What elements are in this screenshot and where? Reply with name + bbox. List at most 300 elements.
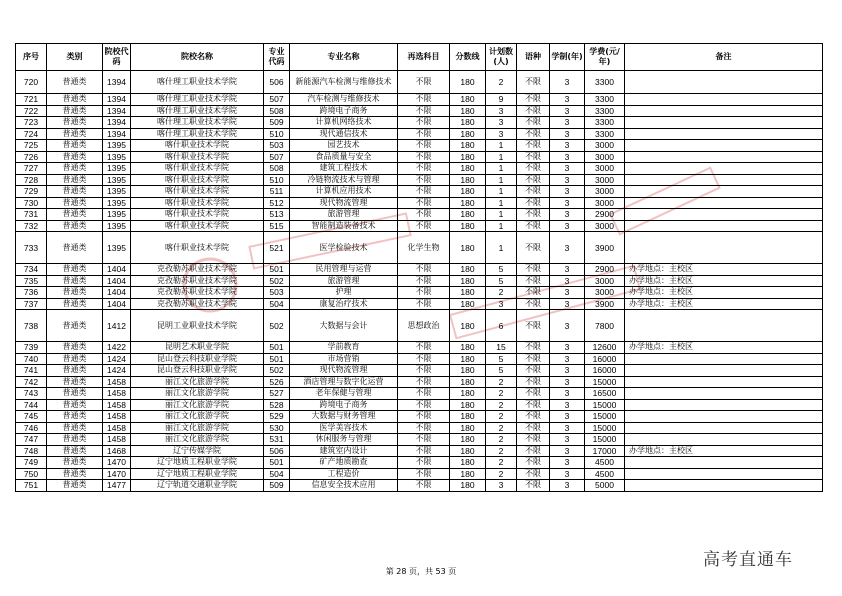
- cell-mc: 510: [264, 174, 290, 186]
- cell-mn: 民用管理与运营: [290, 264, 398, 276]
- cell-cat: 普通类: [47, 128, 103, 140]
- cell-score: 180: [450, 422, 486, 434]
- cell-sn: 喀什职业技术学院: [131, 232, 264, 264]
- cell-sub: 不限: [398, 457, 450, 469]
- cell-sn: 喀什职业技术学院: [131, 174, 264, 186]
- cell-sn: 昆山登云科技职业学院: [131, 353, 264, 365]
- cell-sub: 不限: [398, 275, 450, 287]
- cell-seq: 722: [16, 105, 47, 117]
- cell-cat: 普通类: [47, 71, 103, 94]
- cell-mc: 501: [264, 457, 290, 469]
- admission-table: [15, 43, 823, 492]
- cell-note: [625, 399, 823, 411]
- cell-note: [625, 140, 823, 152]
- table-body: [16, 71, 823, 492]
- cell-sn: 喀什职业技术学院: [131, 151, 264, 163]
- cell-lang: 不限: [517, 411, 550, 423]
- cell-note: 办学地点：主校区: [625, 264, 823, 276]
- cell-cat: 普通类: [47, 232, 103, 264]
- cell-fee: 3900: [585, 232, 625, 264]
- cell-lang: 不限: [517, 140, 550, 152]
- cell-sn: 辽宁地质工程职业学院: [131, 468, 264, 480]
- cell-score: 180: [450, 287, 486, 299]
- cell-mn: 跨境电子商务: [290, 105, 398, 117]
- cell-score: 180: [450, 174, 486, 186]
- cell-sub: 不限: [398, 298, 450, 310]
- cell-sub: 不限: [398, 353, 450, 365]
- cell-sc: 1458: [103, 399, 131, 411]
- cell-lang: 不限: [517, 445, 550, 457]
- table-header-row: [16, 44, 823, 71]
- cell-mc: 509: [264, 480, 290, 492]
- cell-yrs: 3: [550, 310, 585, 342]
- table-row: [16, 117, 823, 129]
- cell-note: [625, 105, 823, 117]
- cell-sc: 1395: [103, 197, 131, 209]
- cell-fee: 3300: [585, 71, 625, 94]
- cell-sub: 不限: [398, 445, 450, 457]
- cell-sc: 1412: [103, 310, 131, 342]
- cell-cat: 普通类: [47, 376, 103, 388]
- cell-score: 180: [450, 117, 486, 129]
- cell-score: 180: [450, 105, 486, 117]
- table-row: [16, 445, 823, 457]
- cell-plan: 3: [486, 480, 517, 492]
- cell-sc: 1394: [103, 105, 131, 117]
- cell-yrs: 3: [550, 232, 585, 264]
- cell-sub: 不限: [398, 140, 450, 152]
- cell-plan: 3: [486, 298, 517, 310]
- cell-score: 180: [450, 376, 486, 388]
- cell-cat: 普通类: [47, 365, 103, 377]
- cell-sc: 1470: [103, 468, 131, 480]
- cell-yrs: 3: [550, 422, 585, 434]
- cell-yrs: 3: [550, 174, 585, 186]
- cell-fee: 3000: [585, 275, 625, 287]
- cell-seq: 740: [16, 353, 47, 365]
- cell-note: [625, 197, 823, 209]
- cell-seq: 726: [16, 151, 47, 163]
- cell-cat: 普通类: [47, 388, 103, 400]
- cell-sub: 不限: [398, 434, 450, 446]
- table-row: [16, 287, 823, 299]
- cell-cat: 普通类: [47, 105, 103, 117]
- cell-fee: 3000: [585, 151, 625, 163]
- cell-score: 180: [450, 399, 486, 411]
- cell-lang: 不限: [517, 128, 550, 140]
- cell-plan: 1: [486, 209, 517, 221]
- cell-note: 办学地点：主校区: [625, 287, 823, 299]
- cell-fee: 3300: [585, 117, 625, 129]
- cell-sn: 昆山登云科技职业学院: [131, 365, 264, 377]
- table-row: [16, 140, 823, 152]
- cell-cat: 普通类: [47, 353, 103, 365]
- cell-fee: 4500: [585, 468, 625, 480]
- cell-mc: 530: [264, 422, 290, 434]
- table-row: [16, 422, 823, 434]
- cell-lang: 不限: [517, 480, 550, 492]
- cell-mn: 现代物流管理: [290, 197, 398, 209]
- cell-seq: 723: [16, 117, 47, 129]
- cell-mc: 515: [264, 220, 290, 232]
- cell-sc: 1395: [103, 186, 131, 198]
- cell-score: 180: [450, 457, 486, 469]
- table-row: [16, 220, 823, 232]
- cell-lang: 不限: [517, 275, 550, 287]
- cell-sn: 喀什职业技术学院: [131, 197, 264, 209]
- cell-sc: 1404: [103, 275, 131, 287]
- cell-mn: 计算机网络技术: [290, 117, 398, 129]
- cell-seq: 737: [16, 298, 47, 310]
- cell-lang: 不限: [517, 434, 550, 446]
- cell-sn: 丽江文化旅游学院: [131, 399, 264, 411]
- table-row: [16, 399, 823, 411]
- cell-cat: 普通类: [47, 445, 103, 457]
- cell-lang: 不限: [517, 209, 550, 221]
- cell-seq: 745: [16, 411, 47, 423]
- cell-plan: 2: [486, 287, 517, 299]
- cell-plan: 2: [486, 422, 517, 434]
- cell-note: [625, 388, 823, 400]
- cell-mn: 康复治疗技术: [290, 298, 398, 310]
- cell-mc: 521: [264, 232, 290, 264]
- header-years: 学制(年): [550, 44, 585, 71]
- cell-yrs: 3: [550, 411, 585, 423]
- table-row: [16, 94, 823, 106]
- cell-score: 180: [450, 365, 486, 377]
- cell-yrs: 3: [550, 71, 585, 94]
- cell-mn: 计算机应用技术: [290, 186, 398, 198]
- cell-seq: 738: [16, 310, 47, 342]
- table-row: [16, 480, 823, 492]
- cell-cat: 普通类: [47, 422, 103, 434]
- header-category: 类别: [47, 44, 103, 71]
- cell-score: 180: [450, 445, 486, 457]
- cell-fee: 15000: [585, 422, 625, 434]
- cell-cat: 普通类: [47, 342, 103, 354]
- cell-fee: 16000: [585, 365, 625, 377]
- cell-sc: 1404: [103, 298, 131, 310]
- cell-lang: 不限: [517, 197, 550, 209]
- cell-cat: 普通类: [47, 117, 103, 129]
- cell-yrs: 3: [550, 105, 585, 117]
- cell-cat: 普通类: [47, 468, 103, 480]
- cell-score: 180: [450, 388, 486, 400]
- cell-sub: 不限: [398, 197, 450, 209]
- header-tuition: 学费(元/年): [585, 44, 625, 71]
- table-row: [16, 310, 823, 342]
- cell-fee: 3000: [585, 140, 625, 152]
- cell-plan: 2: [486, 388, 517, 400]
- cell-sub: 不限: [398, 468, 450, 480]
- cell-seq: 748: [16, 445, 47, 457]
- cell-sn: 喀什职业技术学院: [131, 209, 264, 221]
- cell-score: 180: [450, 411, 486, 423]
- cell-sc: 1394: [103, 117, 131, 129]
- cell-note: [625, 209, 823, 221]
- cell-mn: 市场营销: [290, 353, 398, 365]
- cell-note: [625, 457, 823, 469]
- cell-fee: 3000: [585, 163, 625, 175]
- header-note: 备注: [625, 44, 823, 71]
- cell-score: 180: [450, 163, 486, 175]
- cell-mn: 酒店管理与数字化运营: [290, 376, 398, 388]
- cell-plan: 2: [486, 376, 517, 388]
- cell-yrs: 3: [550, 457, 585, 469]
- cell-seq: 730: [16, 197, 47, 209]
- cell-sc: 1395: [103, 232, 131, 264]
- cell-sc: 1470: [103, 457, 131, 469]
- cell-sc: 1395: [103, 151, 131, 163]
- cell-mn: 旅游管理: [290, 209, 398, 221]
- cell-seq: 725: [16, 140, 47, 152]
- cell-mc: 504: [264, 298, 290, 310]
- cell-plan: 1: [486, 174, 517, 186]
- cell-mn: 休闲服务与管理: [290, 434, 398, 446]
- cell-note: [625, 365, 823, 377]
- cell-sc: 1394: [103, 128, 131, 140]
- cell-fee: 7800: [585, 310, 625, 342]
- cell-seq: 739: [16, 342, 47, 354]
- cell-sub: 不限: [398, 71, 450, 94]
- cell-lang: 不限: [517, 105, 550, 117]
- cell-lang: 不限: [517, 457, 550, 469]
- cell-plan: 2: [486, 71, 517, 94]
- cell-fee: 17000: [585, 445, 625, 457]
- cell-sn: 丽江文化旅游学院: [131, 411, 264, 423]
- cell-lang: 不限: [517, 186, 550, 198]
- cell-lang: 不限: [517, 353, 550, 365]
- cell-seq: 729: [16, 186, 47, 198]
- cell-mc: 507: [264, 94, 290, 106]
- cell-mn: 老年保健与管理: [290, 388, 398, 400]
- cell-note: [625, 117, 823, 129]
- cell-lang: 不限: [517, 376, 550, 388]
- cell-lang: 不限: [517, 399, 550, 411]
- cell-seq: 728: [16, 174, 47, 186]
- cell-lang: 不限: [517, 117, 550, 129]
- cell-mc: 503: [264, 140, 290, 152]
- cell-fee: 3300: [585, 105, 625, 117]
- cell-lang: 不限: [517, 151, 550, 163]
- cell-mn: 医学检验技术: [290, 232, 398, 264]
- cell-plan: 1: [486, 140, 517, 152]
- table-row: [16, 275, 823, 287]
- cell-cat: 普通类: [47, 457, 103, 469]
- cell-yrs: 3: [550, 399, 585, 411]
- cell-sn: 辽宁传媒学院: [131, 445, 264, 457]
- cell-note: 办学地点：主校区: [625, 342, 823, 354]
- cell-fee: 3000: [585, 287, 625, 299]
- cell-yrs: 3: [550, 220, 585, 232]
- header-plan: 计划数(人): [486, 44, 517, 71]
- cell-fee: 2900: [585, 264, 625, 276]
- table-row: [16, 197, 823, 209]
- cell-yrs: 3: [550, 140, 585, 152]
- cell-fee: 12600: [585, 342, 625, 354]
- cell-note: 办学地点：主校区: [625, 445, 823, 457]
- cell-sub: 不限: [398, 174, 450, 186]
- cell-fee: 3300: [585, 94, 625, 106]
- cell-note: [625, 174, 823, 186]
- cell-score: 180: [450, 310, 486, 342]
- cell-note: [625, 411, 823, 423]
- cell-lang: 不限: [517, 468, 550, 480]
- cell-cat: 普通类: [47, 174, 103, 186]
- cell-sub: 不限: [398, 209, 450, 221]
- cell-lang: 不限: [517, 163, 550, 175]
- cell-lang: 不限: [517, 342, 550, 354]
- cell-yrs: 3: [550, 117, 585, 129]
- cell-score: 180: [450, 209, 486, 221]
- cell-yrs: 3: [550, 434, 585, 446]
- cell-sub: 不限: [398, 220, 450, 232]
- cell-sn: 喀什职业技术学院: [131, 140, 264, 152]
- cell-note: [625, 151, 823, 163]
- cell-fee: 3000: [585, 186, 625, 198]
- header-subject-req: 再选科目: [398, 44, 450, 71]
- cell-cat: 普通类: [47, 140, 103, 152]
- cell-sc: 1395: [103, 209, 131, 221]
- cell-mc: 511: [264, 186, 290, 198]
- cell-sn: 喀什职业技术学院: [131, 220, 264, 232]
- cell-mn: 现代物流管理: [290, 365, 398, 377]
- cell-mc: 512: [264, 197, 290, 209]
- cell-seq: 751: [16, 480, 47, 492]
- cell-plan: 2: [486, 457, 517, 469]
- watermark-text: 高考直通车: [703, 550, 793, 570]
- cell-mc: 502: [264, 310, 290, 342]
- cell-mc: 508: [264, 163, 290, 175]
- cell-cat: 普通类: [47, 287, 103, 299]
- cell-sub: 不限: [398, 422, 450, 434]
- cell-plan: 9: [486, 94, 517, 106]
- cell-fee: 3000: [585, 220, 625, 232]
- cell-seq: 744: [16, 399, 47, 411]
- cell-fee: 3000: [585, 197, 625, 209]
- cell-note: [625, 422, 823, 434]
- cell-note: [625, 480, 823, 492]
- cell-lang: 不限: [517, 298, 550, 310]
- cell-mn: 汽车检测与维修技术: [290, 94, 398, 106]
- cell-plan: 1: [486, 151, 517, 163]
- header-language: 语种: [517, 44, 550, 71]
- cell-cat: 普通类: [47, 220, 103, 232]
- cell-seq: 746: [16, 422, 47, 434]
- cell-mc: 528: [264, 399, 290, 411]
- cell-mc: 531: [264, 434, 290, 446]
- cell-note: [625, 310, 823, 342]
- cell-plan: 2: [486, 434, 517, 446]
- cell-fee: 16500: [585, 388, 625, 400]
- cell-plan: 1: [486, 220, 517, 232]
- cell-lang: 不限: [517, 71, 550, 94]
- cell-mc: 502: [264, 365, 290, 377]
- cell-yrs: 3: [550, 186, 585, 198]
- cell-score: 180: [450, 264, 486, 276]
- cell-sc: 1458: [103, 411, 131, 423]
- cell-yrs: 3: [550, 163, 585, 175]
- table-row: [16, 411, 823, 423]
- cell-lang: 不限: [517, 310, 550, 342]
- cell-sc: 1458: [103, 376, 131, 388]
- cell-sub: 不限: [398, 388, 450, 400]
- cell-sc: 1424: [103, 365, 131, 377]
- table-row: [16, 71, 823, 94]
- cell-plan: 3: [486, 117, 517, 129]
- cell-cat: 普通类: [47, 399, 103, 411]
- cell-seq: 750: [16, 468, 47, 480]
- cell-fee: 16000: [585, 353, 625, 365]
- cell-sc: 1395: [103, 163, 131, 175]
- cell-sub: 不限: [398, 365, 450, 377]
- cell-sub: 不限: [398, 480, 450, 492]
- cell-sc: 1422: [103, 342, 131, 354]
- cell-score: 180: [450, 232, 486, 264]
- cell-mn: 大数据与财务管理: [290, 411, 398, 423]
- cell-plan: 1: [486, 232, 517, 264]
- table-row: [16, 264, 823, 276]
- cell-mc: 510: [264, 128, 290, 140]
- cell-sub: 不限: [398, 399, 450, 411]
- cell-sub: 不限: [398, 287, 450, 299]
- cell-yrs: 3: [550, 287, 585, 299]
- cell-fee: 15000: [585, 434, 625, 446]
- cell-sc: 1468: [103, 445, 131, 457]
- cell-sub: 不限: [398, 264, 450, 276]
- cell-score: 180: [450, 353, 486, 365]
- cell-mc: 501: [264, 342, 290, 354]
- cell-score: 180: [450, 298, 486, 310]
- cell-lang: 不限: [517, 422, 550, 434]
- cell-mn: 护理: [290, 287, 398, 299]
- cell-mn: 新能源汽车检测与维修技术: [290, 71, 398, 94]
- cell-plan: 2: [486, 399, 517, 411]
- cell-mn: 现代通信技术: [290, 128, 398, 140]
- cell-mn: 矿产地质勘查: [290, 457, 398, 469]
- cell-lang: 不限: [517, 94, 550, 106]
- cell-lang: 不限: [517, 365, 550, 377]
- cell-note: [625, 353, 823, 365]
- cell-yrs: 3: [550, 445, 585, 457]
- table-row: [16, 209, 823, 221]
- cell-plan: 1: [486, 186, 517, 198]
- cell-plan: 2: [486, 468, 517, 480]
- cell-plan: 3: [486, 105, 517, 117]
- cell-note: 办学地点：主校区: [625, 298, 823, 310]
- cell-lang: 不限: [517, 174, 550, 186]
- cell-sn: 丽江文化旅游学院: [131, 422, 264, 434]
- cell-sc: 1404: [103, 287, 131, 299]
- table-row: [16, 151, 823, 163]
- cell-score: 180: [450, 151, 486, 163]
- cell-plan: 2: [486, 411, 517, 423]
- table-row: [16, 342, 823, 354]
- cell-lang: 不限: [517, 232, 550, 264]
- cell-yrs: 3: [550, 275, 585, 287]
- cell-yrs: 3: [550, 128, 585, 140]
- cell-seq: 732: [16, 220, 47, 232]
- table-row: [16, 353, 823, 365]
- cell-yrs: 3: [550, 353, 585, 365]
- cell-mn: 旅游管理: [290, 275, 398, 287]
- cell-sub: 不限: [398, 342, 450, 354]
- cell-score: 180: [450, 468, 486, 480]
- cell-mn: 智能制造装备技术: [290, 220, 398, 232]
- cell-plan: 5: [486, 365, 517, 377]
- table-row: [16, 186, 823, 198]
- cell-note: [625, 71, 823, 94]
